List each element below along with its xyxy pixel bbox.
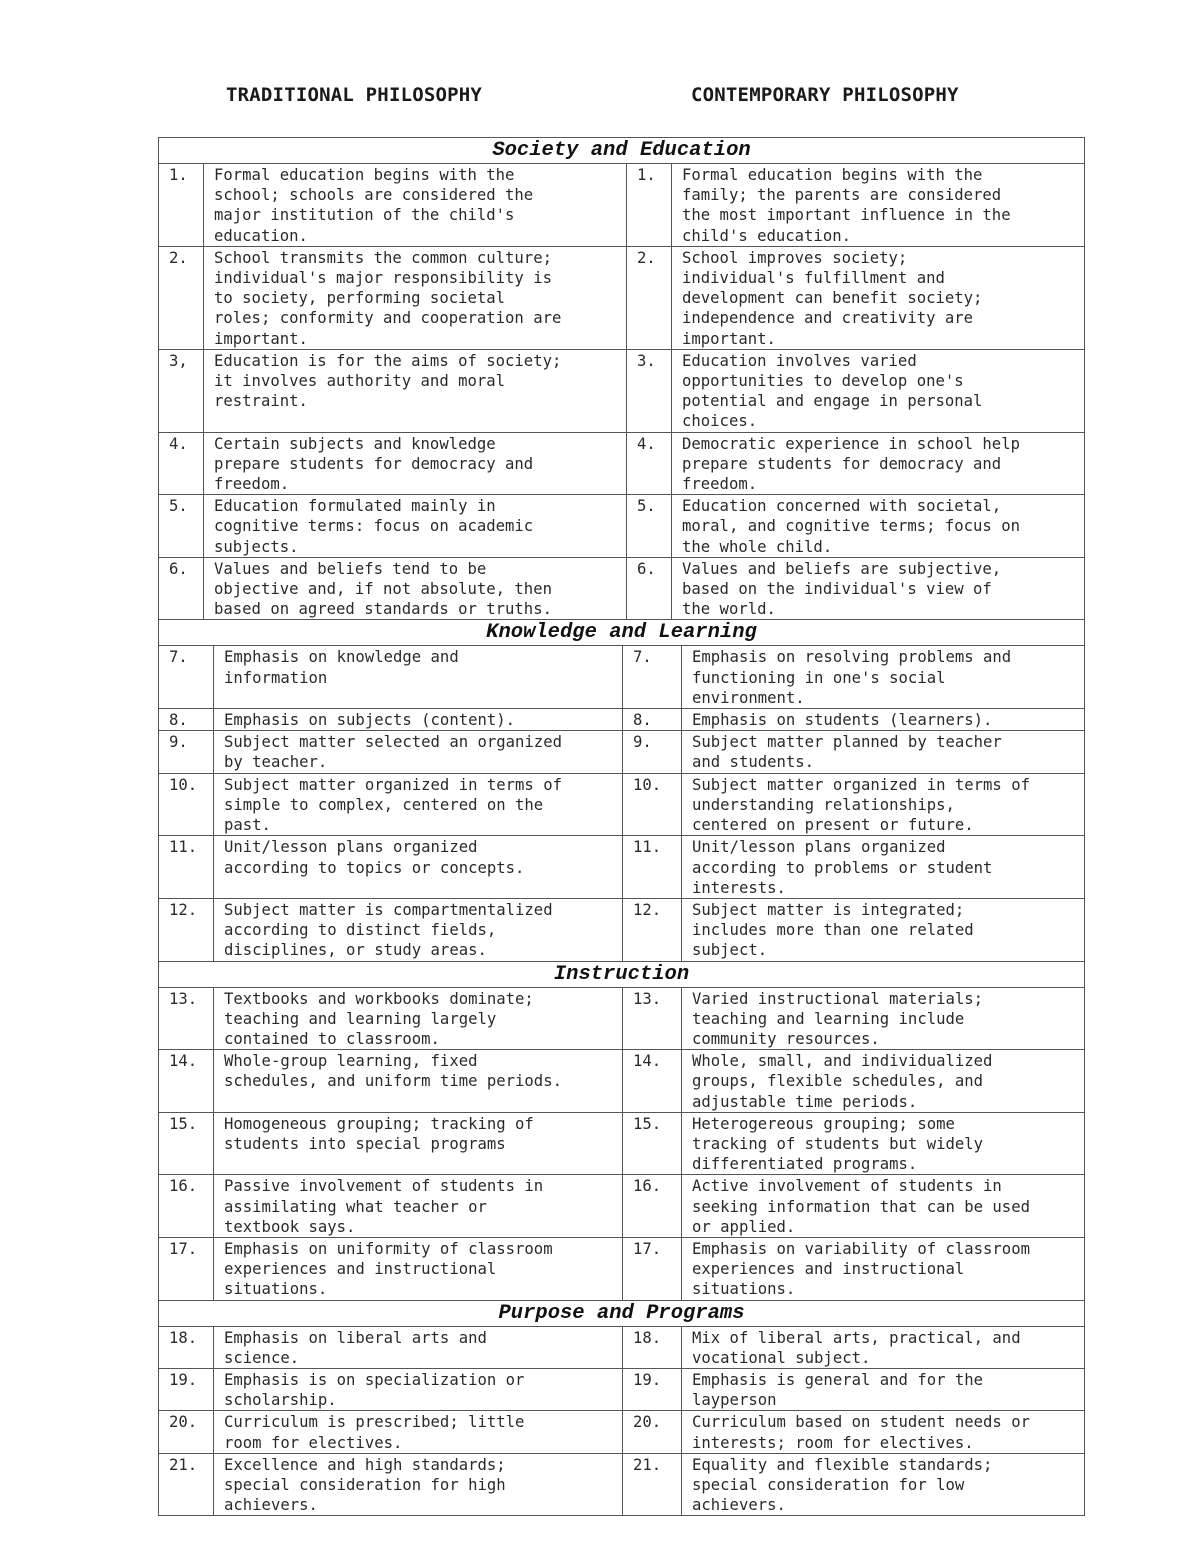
traditional-item-number: 18. bbox=[159, 1326, 214, 1368]
traditional-item-number: 1. bbox=[159, 164, 204, 247]
table-row bbox=[159, 1453, 1085, 1516]
section-title: Society and Education bbox=[159, 138, 1085, 164]
table-row bbox=[159, 557, 1085, 620]
contemporary-item-text: Education concerned with societal, moral, and cognitive terms; focus on the whole child. bbox=[672, 495, 1085, 558]
contemporary-item-text: Emphasis on students (learners). bbox=[682, 709, 1085, 731]
contemporary-item-number: 8. bbox=[623, 709, 682, 731]
table-row bbox=[159, 898, 1085, 961]
table-row bbox=[159, 773, 1085, 836]
table-row bbox=[159, 836, 1085, 899]
traditional-item-text: Values and beliefs tend to be objective and, if not absolute, then based on agreed standards or truths. bbox=[204, 557, 627, 620]
contemporary-item-text: Heterogereous grouping; some tracking of students but widely differentiated programs. bbox=[682, 1112, 1085, 1175]
table-row bbox=[159, 495, 1085, 558]
traditional-item-number: 6. bbox=[159, 557, 204, 620]
contemporary-item-number: 6. bbox=[627, 557, 672, 620]
section-header-row bbox=[159, 620, 1085, 646]
table-row bbox=[159, 1175, 1085, 1238]
contemporary-item-number: 21. bbox=[623, 1453, 682, 1516]
contemporary-item-number: 10. bbox=[623, 773, 682, 836]
contemporary-item-text: Varied instructional materials; teaching and learning include community resources. bbox=[682, 987, 1085, 1050]
section-header-row bbox=[159, 961, 1085, 987]
traditional-item-number: 16. bbox=[159, 1175, 214, 1238]
traditional-item-text: Formal education begins with the school; schools are considered the major institution of the child's education. bbox=[204, 164, 627, 247]
contemporary-item-text: School improves society; individual's fulfillment and development can benefit society; independence and creativity are important. bbox=[672, 246, 1085, 349]
table-row bbox=[159, 1326, 1085, 1368]
traditional-item-text: Subject matter organized in terms of simple to complex, centered on the past. bbox=[214, 773, 623, 836]
contemporary-item-number: 4. bbox=[627, 432, 672, 495]
traditional-item-number: 11. bbox=[159, 836, 214, 899]
contemporary-item-text: Emphasis on resolving problems and functioning in one's social environment. bbox=[682, 646, 1085, 709]
traditional-item-number: 12. bbox=[159, 898, 214, 961]
traditional-item-number: 14. bbox=[159, 1050, 214, 1113]
contemporary-item-text: Emphasis on variability of classroom experiences and instructional situations. bbox=[682, 1237, 1085, 1300]
section-title: Instruction bbox=[159, 961, 1085, 987]
contemporary-item-text: Formal education begins with the family; the parents are considered the most important influence in the child's education. bbox=[672, 164, 1085, 247]
section-title: Purpose and Programs bbox=[159, 1300, 1085, 1326]
contemporary-item-text: Mix of liberal arts, practical, and vocational subject. bbox=[682, 1326, 1085, 1368]
traditional-item-number: 19. bbox=[159, 1368, 214, 1410]
traditional-item-text: Unit/lesson plans organized according to topics or concepts. bbox=[214, 836, 623, 899]
contemporary-item-number: 14. bbox=[623, 1050, 682, 1113]
contemporary-item-number: 17. bbox=[623, 1237, 682, 1300]
traditional-item-text: Curriculum is prescribed; little room for electives. bbox=[214, 1411, 623, 1453]
contemporary-item-number: 15. bbox=[623, 1112, 682, 1175]
table-row bbox=[159, 646, 1085, 709]
philosophy-comparison-table bbox=[158, 137, 1085, 1516]
contemporary-item-number: 13. bbox=[623, 987, 682, 1050]
contemporary-item-text: Subject matter planned by teacher and students. bbox=[682, 731, 1085, 773]
table-row bbox=[159, 709, 1085, 731]
traditional-item-number: 8. bbox=[159, 709, 214, 731]
traditional-item-text: Emphasis on uniformity of classroom experiences and instructional situations. bbox=[214, 1237, 623, 1300]
traditional-item-text: Emphasis on liberal arts and science. bbox=[214, 1326, 623, 1368]
traditional-item-text: Education formulated mainly in cognitive terms: focus on academic subjects. bbox=[204, 495, 627, 558]
table-row bbox=[159, 731, 1085, 773]
section-header-row bbox=[159, 1300, 1085, 1326]
contemporary-item-number: 2. bbox=[627, 246, 672, 349]
traditional-item-text: Passive involvement of students in assimilating what teacher or textbook says. bbox=[214, 1175, 623, 1238]
contemporary-item-number: 3. bbox=[627, 349, 672, 432]
table-row bbox=[159, 1368, 1085, 1410]
contemporary-item-text: Unit/lesson plans organized according to problems or student interests. bbox=[682, 836, 1085, 899]
traditional-item-text: Whole-group learning, fixed schedules, and uniform time periods. bbox=[214, 1050, 623, 1113]
traditional-item-number: 5. bbox=[159, 495, 204, 558]
traditional-item-number: 9. bbox=[159, 731, 214, 773]
traditional-item-text: Homogeneous grouping; tracking of students into special programs bbox=[214, 1112, 623, 1175]
section-title: Knowledge and Learning bbox=[159, 620, 1085, 646]
traditional-item-number: 10. bbox=[159, 773, 214, 836]
contemporary-item-text: Education involves varied opportunities to develop one's potential and engage in personal choices. bbox=[672, 349, 1085, 432]
traditional-item-text: Excellence and high standards; special consideration for high achievers. bbox=[214, 1453, 623, 1516]
traditional-item-text: Certain subjects and knowledge prepare students for democracy and freedom. bbox=[204, 432, 627, 495]
traditional-item-number: 2. bbox=[159, 246, 204, 349]
contemporary-item-number: 9. bbox=[623, 731, 682, 773]
traditional-item-number: 21. bbox=[159, 1453, 214, 1516]
section-header-row bbox=[159, 138, 1085, 164]
table-row bbox=[159, 164, 1085, 247]
traditional-item-number: 17. bbox=[159, 1237, 214, 1300]
contemporary-item-text: Values and beliefs are subjective, based on the individual's view of the world. bbox=[672, 557, 1085, 620]
contemporary-item-text: Equality and flexible standards; special consideration for low achievers. bbox=[682, 1453, 1085, 1516]
traditional-item-text: Emphasis on knowledge and information bbox=[214, 646, 623, 709]
contemporary-item-number: 18. bbox=[623, 1326, 682, 1368]
contemporary-item-text: Subject matter organized in terms of understanding relationships, centered on present or future. bbox=[682, 773, 1085, 836]
traditional-item-text: Subject matter selected an organized by teacher. bbox=[214, 731, 623, 773]
traditional-item-text: Emphasis is on specialization or scholarship. bbox=[214, 1368, 623, 1410]
traditional-item-text: Textbooks and workbooks dominate; teaching and learning largely contained to classroom. bbox=[214, 987, 623, 1050]
table-row bbox=[159, 1050, 1085, 1113]
traditional-item-number: 4. bbox=[159, 432, 204, 495]
contemporary-item-number: 7. bbox=[623, 646, 682, 709]
traditional-item-number: 13. bbox=[159, 987, 214, 1050]
traditional-item-number: 15. bbox=[159, 1112, 214, 1175]
contemporary-item-text: Subject matter is integrated; includes more than one related subject. bbox=[682, 898, 1085, 961]
traditional-item-text: School transmits the common culture; individual's major responsibility is to society, performing societal roles; conformity and cooperation are important. bbox=[204, 246, 627, 349]
table-row bbox=[159, 246, 1085, 349]
contemporary-item-text: Emphasis is general and for the layperson bbox=[682, 1368, 1085, 1410]
contemporary-item-number: 5. bbox=[627, 495, 672, 558]
traditional-item-number: 7. bbox=[159, 646, 214, 709]
traditional-item-number: 20. bbox=[159, 1411, 214, 1453]
contemporary-item-number: 1. bbox=[627, 164, 672, 247]
contemporary-item-number: 20. bbox=[623, 1411, 682, 1453]
traditional-item-text: Subject matter is compartmentalized according to distinct fields, disciplines, or study areas. bbox=[214, 898, 623, 961]
contemporary-item-number: 12. bbox=[623, 898, 682, 961]
contemporary-item-text: Whole, small, and individualized groups, flexible schedules, and adjustable time periods. bbox=[682, 1050, 1085, 1113]
contemporary-item-text: Curriculum based on student needs or interests; room for electives. bbox=[682, 1411, 1085, 1453]
traditional-item-number: 3, bbox=[159, 349, 204, 432]
traditional-item-text: Emphasis on subjects (content). bbox=[214, 709, 623, 731]
table-row bbox=[159, 349, 1085, 432]
table-row bbox=[159, 1112, 1085, 1175]
table-row bbox=[159, 432, 1085, 495]
table-row bbox=[159, 1411, 1085, 1453]
contemporary-item-number: 16. bbox=[623, 1175, 682, 1238]
contemporary-philosophy-heading: CONTEMPORARY PHILOSOPHY bbox=[691, 84, 959, 106]
table-row bbox=[159, 1237, 1085, 1300]
contemporary-item-text: Democratic experience in school help prepare students for democracy and freedom. bbox=[672, 432, 1085, 495]
contemporary-item-text: Active involvement of students in seeking information that can be used or applied. bbox=[682, 1175, 1085, 1238]
contemporary-item-number: 19. bbox=[623, 1368, 682, 1410]
traditional-philosophy-heading: TRADITIONAL PHILOSOPHY bbox=[226, 84, 483, 106]
traditional-item-text: Education is for the aims of society; it involves authority and moral restraint. bbox=[204, 349, 627, 432]
table-row bbox=[159, 987, 1085, 1050]
contemporary-item-number: 11. bbox=[623, 836, 682, 899]
